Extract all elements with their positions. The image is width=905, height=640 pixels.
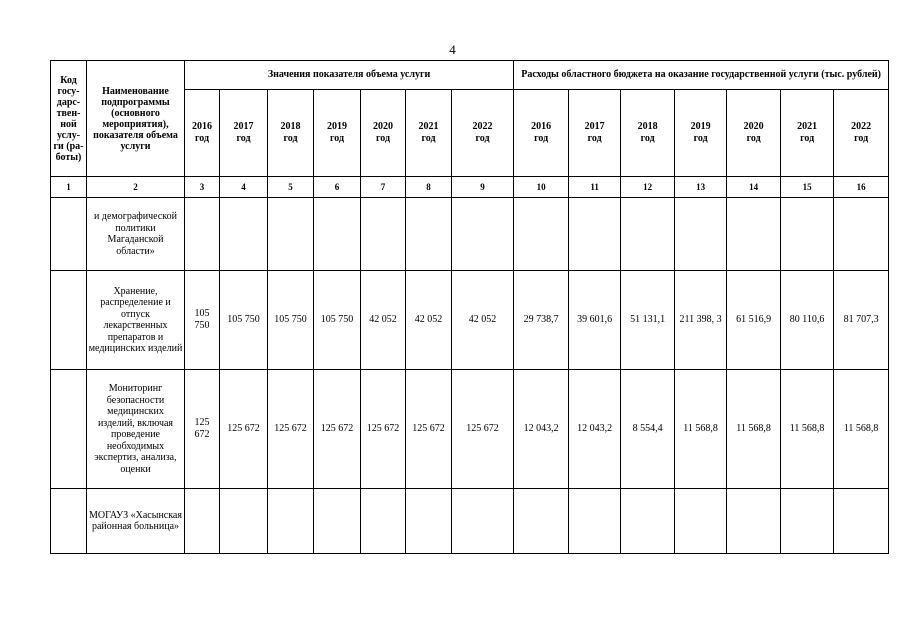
- budget-cell: [569, 489, 621, 554]
- column-number: 4: [220, 177, 268, 198]
- value-cell: 42 052: [452, 271, 514, 370]
- budget-cell: [675, 489, 727, 554]
- column-number: 13: [675, 177, 727, 198]
- value-cell: 125 672: [314, 370, 361, 489]
- budget-cell: [675, 198, 727, 271]
- column-number: 11: [569, 177, 621, 198]
- header-budget-group: Расходы областного бюджета на оказание государственной услуги (тыс. рублей): [514, 61, 889, 90]
- column-number: 3: [185, 177, 220, 198]
- column-number: 1: [51, 177, 87, 198]
- table-row: [51, 198, 889, 271]
- budget-cell: [727, 198, 781, 271]
- value-cell: [268, 489, 314, 554]
- column-number: 2: [87, 177, 185, 198]
- table-row: [51, 489, 889, 554]
- value-cell: 42 052: [406, 271, 452, 370]
- value-cell: 125 672: [361, 370, 406, 489]
- budget-cell: [569, 198, 621, 271]
- value-cell: [314, 489, 361, 554]
- name-cell: Хранение, распределение и отпуск лекарственных препаратов и медицинских изделий: [87, 271, 185, 370]
- budget-cell: 8 554,4: [621, 370, 675, 489]
- value-cell: 105 750: [314, 271, 361, 370]
- budget-cell: 12 043,2: [514, 370, 569, 489]
- year-header: 2019 год: [314, 90, 361, 177]
- year-header: 2020 год: [727, 90, 781, 177]
- value-cell: 125 672: [406, 370, 452, 489]
- budget-cell: 11 568,8: [727, 370, 781, 489]
- header-name: Наименование подпрограммы (основного мероприятия), показателя объема услуги: [87, 61, 185, 177]
- budget-cell: [621, 198, 675, 271]
- value-cell: [361, 198, 406, 271]
- year-header: 2018 год: [621, 90, 675, 177]
- year-header: 2022 год: [834, 90, 889, 177]
- value-cell: 105 750: [220, 271, 268, 370]
- code-cell: [51, 489, 87, 554]
- column-number: 12: [621, 177, 675, 198]
- year-header: 2016 год: [185, 90, 220, 177]
- year-header: 2016 год: [514, 90, 569, 177]
- value-cell: [268, 198, 314, 271]
- budget-cell: 81 707,3: [834, 271, 889, 370]
- budget-cell: [621, 489, 675, 554]
- value-cell: [452, 489, 514, 554]
- name-cell: Мониторинг безопасности медицинских изделий, включая проведение необходимых экспертиз, анализа, оценки: [87, 370, 185, 489]
- page-number: 4: [449, 42, 456, 57]
- value-cell: 42 052: [361, 271, 406, 370]
- budget-cell: [514, 489, 569, 554]
- budget-cell: [834, 489, 889, 554]
- name-cell: МОГАУЗ «Хасынская районная больница»: [87, 489, 185, 554]
- budget-cell: 29 738,7: [514, 271, 569, 370]
- column-number: 14: [727, 177, 781, 198]
- budget-cell: [727, 489, 781, 554]
- name-cell: и демографической политики Магаданской области»: [87, 198, 185, 271]
- year-header: 2020 год: [361, 90, 406, 177]
- budget-cell: [781, 489, 834, 554]
- column-number-row: [51, 177, 889, 198]
- table-row: [51, 271, 889, 370]
- value-cell: 105 750: [268, 271, 314, 370]
- column-number: 9: [452, 177, 514, 198]
- year-header: 2017 год: [220, 90, 268, 177]
- budget-cell: [781, 198, 834, 271]
- budget-cell: [834, 198, 889, 271]
- value-cell: [452, 198, 514, 271]
- column-number: 16: [834, 177, 889, 198]
- value-cell: [406, 198, 452, 271]
- budget-cell: 51 131,1: [621, 271, 675, 370]
- budget-cell: 61 516,9: [727, 271, 781, 370]
- budget-cell: 11 568,8: [834, 370, 889, 489]
- budget-cell: 211 398, 3: [675, 271, 727, 370]
- header-values-group: Значения показателя объема услуги: [185, 61, 514, 90]
- table-row: [51, 370, 889, 489]
- value-cell: [185, 198, 220, 271]
- column-number: 8: [406, 177, 452, 198]
- budget-cell: 39 601,6: [569, 271, 621, 370]
- value-cell: [406, 489, 452, 554]
- column-number: 5: [268, 177, 314, 198]
- column-number: 15: [781, 177, 834, 198]
- value-cell: [314, 198, 361, 271]
- column-number: 6: [314, 177, 361, 198]
- value-cell: 105 750: [185, 271, 220, 370]
- budget-table: [50, 60, 889, 554]
- year-header: 2021 год: [406, 90, 452, 177]
- value-cell: [361, 489, 406, 554]
- header-code: Код госу-дарс-твен-ной услу-ги (ра-боты): [51, 61, 87, 177]
- code-cell: [51, 198, 87, 271]
- budget-cell: 11 568,8: [675, 370, 727, 489]
- budget-cell: [514, 198, 569, 271]
- year-header: 2018 год: [268, 90, 314, 177]
- value-cell: [185, 489, 220, 554]
- column-number: 7: [361, 177, 406, 198]
- value-cell: 125 672: [185, 370, 220, 489]
- value-cell: 125 672: [452, 370, 514, 489]
- year-header: 2019 год: [675, 90, 727, 177]
- year-header: 2017 год: [569, 90, 621, 177]
- column-number: 10: [514, 177, 569, 198]
- code-cell: [51, 271, 87, 370]
- year-header: 2022 год: [452, 90, 514, 177]
- code-cell: [51, 370, 87, 489]
- budget-cell: 12 043,2: [569, 370, 621, 489]
- value-cell: 125 672: [220, 370, 268, 489]
- budget-cell: 11 568,8: [781, 370, 834, 489]
- value-cell: [220, 489, 268, 554]
- budget-cell: 80 110,6: [781, 271, 834, 370]
- value-cell: [220, 198, 268, 271]
- value-cell: 125 672: [268, 370, 314, 489]
- year-header: 2021 год: [781, 90, 834, 177]
